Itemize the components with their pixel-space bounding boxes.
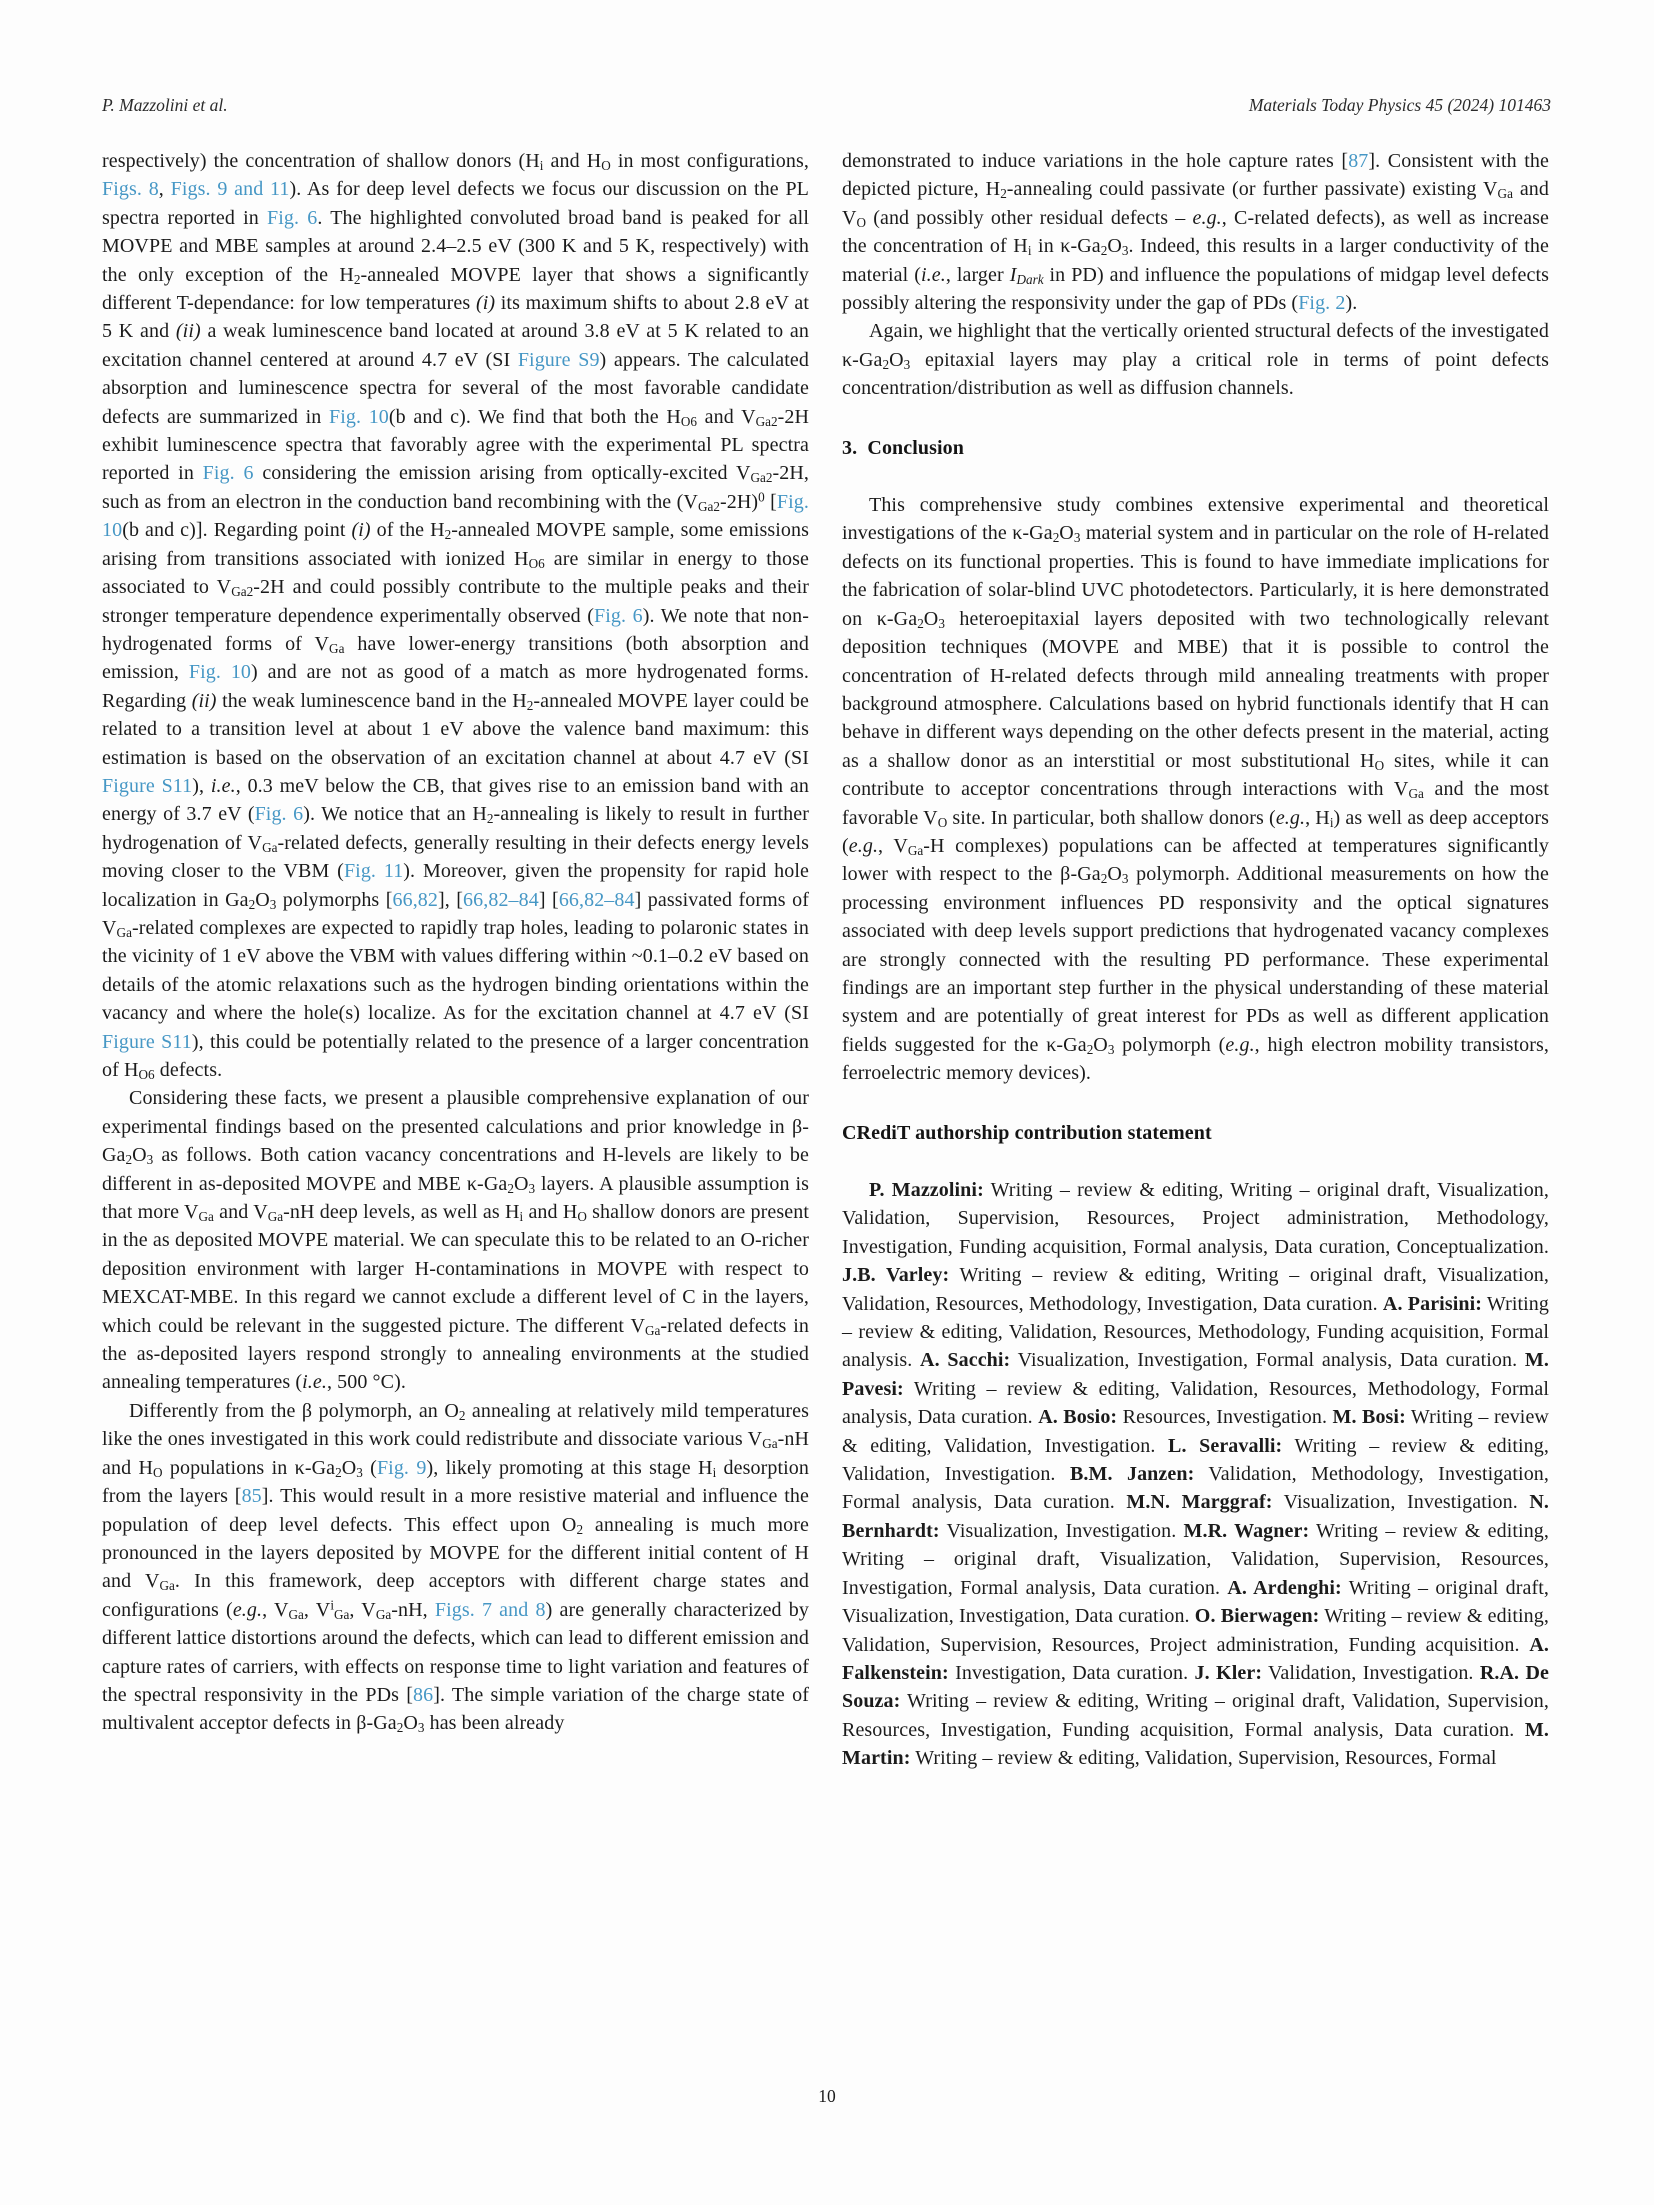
citation-link[interactable]: 66,82–84 (463, 888, 539, 911)
citation-link[interactable]: Figs. 9 and 11 (170, 178, 290, 201)
citation-link[interactable]: Fig. 10 (188, 661, 252, 684)
header-authors: P. Mazzolini et al. (102, 95, 228, 115)
paragraph: demonstrated to induce variations in the hole capture rates [87]. Consistent with the depicted picture, $H_2$-annealing could passivate (or further passivate) existing $V_{Ga}$ and $V_O$ (and possibly other residual defects – e.g., C-related defects), as well as increase the concentration of $H_i$ in $\kappa-Ga_2O_3$. Indeed, this results in a larger conductivity of the material (i.e., larger $I_{Dark}$ in PD) and influence the populations of midgap level defects possibly altering the responsivity under the gap of PDs (Fig. 2). (842, 150, 1549, 315)
section-heading: CRediT authorship contribution statement (842, 1121, 1212, 1144)
page-header (102, 95, 1551, 116)
citation-link[interactable]: 86 (412, 1683, 434, 1706)
paragraph: Again, we highlight that the vertically oriented structural defects of the investigated $\kappa-Ga_2O_3$ epitaxial layers may play a critical role in terms of point defects concentration/distribution as well as diffusion channels. (842, 320, 1549, 400)
paragraph: P. Mazzolini: Writing – review & editing, Writing – original draft, Visualization, Validation, Supervision, Resources, Project administration, Methodology, Investigation, Funding acquisition, Formal analysis, Data curation, Conceptualization. J.B. Varley: Writing – review & editing, Writing – original draft, Visualization, Validation, Resources, Methodology, Investigation, Data curation. A. Parisini: Writing – review & editing, Validation, Resources, Methodology, Funding acquisition, Formal analysis. A. Sacchi: Visualization, Investigation, Formal analysis, Data curation. M. Pavesi: Writing – review & editing, Validation, Resources, Methodology, Formal analysis, Data curation. A. Bosio: Resources, Investigation. M. Bosi: Writing – review & editing, Validation, Investigation. L. Seravalli: Writing – review & editing, Validation, Investigation. B.M. Janzen: Validation, Methodology, Investigation, Formal analysis, Data curation. M.N. Marggraf: Visualization, Investigation. N. Bernhardt: Visualization, Investigation. M.R. Wagner: Writing – review & editing, Writing – original draft, Visualization, Validation, Supervision, Resources, Investigation, Formal analysis, Data curation. A. Ardenghi: Writing – original draft, Visualization, Investigation, Data curation. O. Bierwagen: Writing – review & editing, Validation, Supervision, Resources, Project administration, Funding acquisition. A. Falkenstein: Investigation, Data curation. J. Kler: Validation, Investigation. R.A. De Souza: Writing – review & editing, Writing – original draft, Validation, Supervision, Resources, Investigation, Funding acquisition, Formal analysis, Data curation. M. Martin: Writing – review & editing, Validation, Supervision, Resources, Formal (842, 1179, 1550, 1770)
citation-link[interactable]: Fig. 10 (102, 490, 809, 542)
left-column (102, 147, 809, 1773)
citation-link[interactable]: Fig. 6 (267, 206, 318, 229)
citation-link[interactable]: Figs. 7 and 8 (434, 1598, 546, 1621)
paragraph: Differently from the β polymorph, an $O_2$ annealing at relatively mild temperatures like the ones investigated in this work could redistribute and dissociate various $V_{Ga}-nH$ and $H_O$ populations in $\kappa-Ga_2O_3$ (Fig. 9), likely promoting at this stage $H_i$ desorption from the layers [85]. This would result in a more resistive material and influence the population of deep level defects. This effect upon $O_2$ annealing is much more pronounced in the layers deposited by MOVPE for the different initial content of H and $V_{Ga}$. In this framework, deep acceptors with different charge states and configurations (e.g., $V_{Ga}$, $V^i_{Ga}$, $V_{Ga}-nH$, Figs. 7 and 8) are generally characterized by different lattice distortions around the defects, which can lead to different emission and capture rates of carriers, with effects on response time to light variation and features of the spectral responsivity in the PDs [86]. The simple variation of the charge state of multivalent acceptor defects in $\beta-Ga_2O_3$ has been already (102, 1399, 809, 1736)
paragraph: Considering these facts, we present a plausible comprehensive explanation of our experimental findings based on the presented calculations and prior knowledge in $\beta-Ga_2O_3$ as follows. Both cation vacancy concentrations and H-levels are likely to be different in as-deposited MOVPE and MBE $\kappa-Ga_2O_3$ layers. A plausible assumption is that more $V_{Ga}$ and $V_{Ga}-nH$ deep levels, as well as $H_i$ and $H_O$ shallow donors are present in the as deposited MOVPE material. We can speculate this to be related to an O-richer deposition environment with larger H-contaminations in MOVPE with respect to MEXCAT-MBE. In this regard we cannot exclude a different level of C in the layers, which could be relevant in the suggested picture. The different $V_{Ga}$-related defects in the as-deposited layers respond strongly to annealing environments at the studied annealing temperatures (i.e., 500 °C). (102, 1087, 809, 1394)
citation-link[interactable]: Fig. 9 (376, 1456, 427, 1479)
citation-link[interactable]: Figure S11 (102, 1030, 192, 1053)
citation-link[interactable]: Fig. 10 (329, 405, 389, 428)
paragraph: respectively) the concentration of shallow donors ($H_i$ and $H_O$ in most configurations, Figs. 8, Figs. 9 and 11). As for deep level defects we focus our discussion on the PL spectra reported in Fig. 6. The highlighted convoluted broad band is peaked for all MOVPE and MBE samples at around 2.4–2.5 eV (300 K and 5 K, respectively) with the only exception of the $H_2$-annealed MOVPE layer that shows a significantly different T-dependance: for low temperatures (i) its maximum shifts to about 2.8 eV at 5 K and (ii) a weak luminescence band located at around 3.8 eV at 5 K related to an excitation channel centered at around 4.7 eV (SI Figure S9) appears. The calculated absorption and luminescence spectra for several of the most favorable candidate defects are summarized in Fig. 10(b and c). We find that both the $H_{O6}$ and $V_{Ga2}-2H$ exhibit luminescence spectra that favorably agree with the experimental PL spectra reported in Fig. 6 considering the emission arising from optically-excited $V_{Ga2}-2H$, such as from an electron in the conduction band recombining with the $(V_{Ga2}-2H)^0$ [Fig. 10(b and c)]. Regarding point (i) of the $H_2$-annealed MOVPE sample, some emissions arising from transitions associated with ionized $H_{O6}$ are similar in energy to those associated to $V_{Ga2}-2H$ and could possibly contribute to the multiple peaks and their stronger temperature dependence experimentally observed (Fig. 6). We note that non-hydrogenated forms of $V_{Ga}$ have lower-energy transitions (both absorption and emission, Fig. 10) and are not as good of a match as more hydrogenated forms. Regarding (ii) the weak luminescence band in the $H_2$-annealed MOVPE layer could be related to a transition level at about 1 eV above the valence band maximum: this estimation is based on the observation of an excitation channel at about 4.7 eV (SI Figure S11), i.e., 0.3 meV below the CB, that gives rise to an emission band with an energy of 3.7 eV (Fig. 6). We notice that an $H_2$-annealing is likely to result in further hydrogenation of $V_{Ga}$-related defects, generally resulting in their defects energy levels moving closer to the VBM (Fig. 11). Moreover, given the propensity for rapid hole localization in $Ga_2O_3$ polymorphs [66,82], [66,82–84] [66,82–84] passivated forms of $V_{Ga}$-related complexes are expected to rapidly trap holes, leading to polaronic states in the vicinity of 1 eV above the VBM with values differing within ~0.1–0.2 eV based on details of the atomic relaxations such as the hydrogen binding orientations within the vacancy and where the hole(s) localize. As for the excitation channel at 4.7 eV (SI Figure S11), this could be potentially related to the presence of a larger concentration of $H_{O6}$ defects. (102, 150, 810, 1083)
citation-link[interactable]: Figs. 8 (102, 178, 159, 201)
citation-link[interactable]: Fig. 6 (254, 803, 304, 826)
citation-link[interactable]: Fig. 6 (594, 604, 643, 627)
section-heading: 3. Conclusion (842, 436, 964, 459)
citation-link[interactable]: 87 (1348, 150, 1369, 172)
page-number: 10 (818, 2086, 836, 2106)
citation-link[interactable]: Fig. 6 (202, 462, 254, 485)
right-column (842, 147, 1549, 1773)
citation-link[interactable]: Figure S11 (102, 774, 193, 797)
paragraph: This comprehensive study combines extensive experimental and theoretical investigations of the $\kappa-Ga_2O_3$ material system and in particular on the role of H-related defects on its functional properties. This is found to have immediate implications for the fabrication of solar-blind UVC photodetectors. Particularly, it is here demonstrated on $\kappa-Ga_2O_3$ heteroepitaxial layers deposited with two technologically relevant deposition techniques (MOVPE and MBE) that it is possible to control the concentration of H-related defects through mild annealing treatments with proper background atmosphere. Calculations based on hybrid functionals identify that H can behave in different ways depending on the other defects present in the material, acting as a shallow donor as an interstitial or most substitutional $H_O$ sites, while it can contribute to acceptor concentrations through interactions with $V_{Ga}$ and the most favorable $V_O$ site. In particular, both shallow donors (e.g., $H_i$) as well as deep acceptors (e.g., $V_{Ga}-H$ complexes) populations can be affected at temperatures significantly lower with respect to the $\beta-Ga_2O_3$ polymorph. Additional measurements on how the processing environment influences PD responsivity and the optical signatures associated with deep levels support predictions that hydrogenated vacancy complexes are strongly connected with the resulting PD performance. These experimental findings are an important step further in the physical understanding of these material system and are potentially of great interest for PDs as well as different application fields suggested for the $\kappa-Ga_2O_3$ polymorph (e.g., high electron mobility transistors, ferroelectric memory devices). (842, 494, 1550, 1085)
citation-link[interactable]: Figure S9 (517, 348, 600, 371)
citation-link[interactable]: Fig. 2 (1298, 292, 1346, 315)
citation-link[interactable]: Fig. 11 (343, 860, 404, 883)
two-column-body (102, 147, 1549, 1773)
citation-link[interactable]: 66,82–84 (558, 888, 635, 911)
citation-link[interactable]: 66,82 (392, 888, 438, 911)
citation-link[interactable]: 85 (241, 1485, 262, 1508)
header-journal: Materials Today Physics 45 (2024) 101463 (1248, 95, 1551, 115)
page-footer (0, 2086, 1654, 2107)
